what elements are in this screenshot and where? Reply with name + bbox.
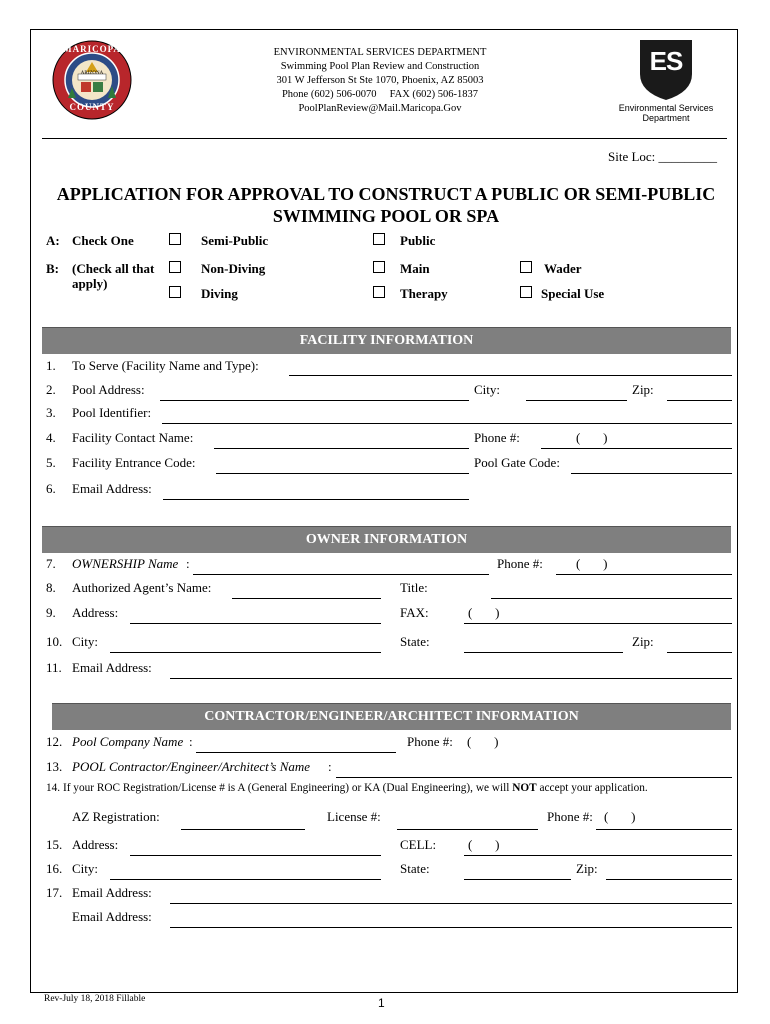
owner-city-input[interactable] xyxy=(110,652,381,653)
contractor-state-label: State: xyxy=(400,861,430,876)
agent-title-input[interactable] xyxy=(491,598,732,599)
contractor-colon: : xyxy=(328,759,332,774)
es-logo-text: ES xyxy=(649,46,683,76)
roc-notice-text: If your ROC Registration/License # is A (General Engineering) or KA (Dual Engineering), we will xyxy=(62,782,513,794)
diving-label: Diving xyxy=(201,286,238,301)
facility-name-input[interactable] xyxy=(289,375,732,376)
contractor-email-label: Email Address: xyxy=(72,885,152,900)
therapy-checkbox[interactable] xyxy=(373,286,385,298)
company-phone-paren: ( ) xyxy=(467,734,499,749)
owner-email-label: Email Address: xyxy=(72,660,152,675)
contractor-name-input[interactable] xyxy=(336,777,732,778)
contractor-city-input[interactable] xyxy=(110,879,381,880)
item-number: 17. xyxy=(46,885,63,900)
facility-zip-label: Zip: xyxy=(632,382,654,397)
facility-city-label: City: xyxy=(474,382,501,397)
es-logo xyxy=(608,36,724,128)
facility-phone-paren: ( ) xyxy=(576,430,608,445)
check-a-text: Check One xyxy=(72,233,134,248)
owner-fax-paren: ( ) xyxy=(468,605,500,620)
facility-contact-input[interactable] xyxy=(214,448,469,449)
page-frame xyxy=(30,29,738,993)
pool-identifier-input[interactable] xyxy=(162,423,732,424)
pool-identifier-label: Pool Identifier: xyxy=(72,405,152,420)
item-number: 10. xyxy=(46,634,63,649)
owner-fax-label: FAX: xyxy=(400,605,429,620)
az-registration-label: AZ Registration: xyxy=(72,809,160,824)
item-number: 13. xyxy=(46,759,63,774)
item-number: 9. xyxy=(46,605,56,620)
contractor-name-label: POOL Contractor/Engineer/Architect’s Name xyxy=(72,759,311,774)
item-number: 6. xyxy=(46,481,56,496)
owner-phone-paren: ( ) xyxy=(576,556,608,571)
roc-notice-end: accept your application. xyxy=(536,782,648,794)
license-input[interactable] xyxy=(397,829,538,830)
item-number: 16. xyxy=(46,861,63,876)
special-use-checkbox[interactable] xyxy=(520,286,532,298)
license-label: License #: xyxy=(327,809,381,824)
facility-name-label: To Serve (Facility Name and Type): xyxy=(72,358,259,373)
contractor-zip-label: Zip: xyxy=(576,861,598,876)
owner-address-input[interactable] xyxy=(130,623,381,624)
owner-email-input[interactable] xyxy=(170,678,732,679)
ownership-name-input[interactable] xyxy=(193,574,489,575)
contractor-email-2-label: Email Address: xyxy=(72,909,152,924)
item-number: 1. xyxy=(46,358,56,373)
entrance-code-label: Facility Entrance Code: xyxy=(72,455,196,470)
cell-paren: ( ) xyxy=(468,837,500,852)
contractor-section-header: CONTRACTOR/ENGINEER/ARCHITECT INFORMATION xyxy=(52,703,731,730)
facility-section-header: FACILITY INFORMATION xyxy=(42,327,731,354)
form-title-line-2: SWIMMING POOL OR SPA xyxy=(272,206,500,226)
roc-notice xyxy=(46,782,648,794)
department-name: ENVIRONMENTAL SERVICES DEPARTMENT xyxy=(273,47,487,58)
item-number: 12. xyxy=(46,734,63,749)
contractor-email-input[interactable] xyxy=(170,903,732,904)
wader-checkbox[interactable] xyxy=(520,261,532,273)
owner-city-label: City: xyxy=(72,634,99,649)
pool-company-label: Pool Company Name xyxy=(72,734,184,749)
owner-zip-input[interactable] xyxy=(667,652,732,653)
seal-top-text: MARICOPA xyxy=(63,44,121,54)
seal-banner-text: ARIZONA xyxy=(80,71,104,76)
agent-title-label: Title: xyxy=(400,580,428,595)
check-a-label: A: xyxy=(46,233,60,248)
header-divider xyxy=(42,138,727,139)
contractor-address-label: Address: xyxy=(72,837,119,852)
therapy-label: Therapy xyxy=(400,286,448,301)
facility-email-label: Email Address: xyxy=(72,481,152,496)
owner-phone-label: Phone #: xyxy=(497,556,543,571)
owner-fax-input[interactable] xyxy=(464,623,732,624)
item-number: 11. xyxy=(46,660,62,675)
entrance-code-input[interactable] xyxy=(216,473,469,474)
contractor-address-input[interactable] xyxy=(130,855,381,856)
owner-phone-input[interactable] xyxy=(556,574,732,575)
public-checkbox[interactable] xyxy=(373,233,385,245)
company-phone-label: Phone #: xyxy=(407,734,453,749)
contractor-state-input[interactable] xyxy=(464,879,571,880)
non-diving-label: Non-Diving xyxy=(201,261,266,276)
item-number: 7. xyxy=(46,556,56,571)
special-use-label: Special Use xyxy=(541,286,605,301)
facility-zip-input[interactable] xyxy=(667,400,732,401)
es-logo-caption-2: Department xyxy=(642,113,690,123)
seal-bottom-text: COUNTY xyxy=(69,102,115,112)
item-number: 8. xyxy=(46,580,56,595)
agent-name-input[interactable] xyxy=(232,598,381,599)
contractor-email-2-input[interactable] xyxy=(170,927,732,928)
department-header xyxy=(230,46,530,116)
item-number: 5. xyxy=(46,455,56,470)
pool-address-label: Pool Address: xyxy=(72,382,145,397)
department-subtitle: Swimming Pool Plan Review and Construction xyxy=(280,61,480,72)
pool-company-input[interactable] xyxy=(196,752,396,753)
item-number: 2. xyxy=(46,382,56,397)
item-number: 4. xyxy=(46,430,56,445)
gate-code-input[interactable] xyxy=(571,473,732,474)
contractor-city-label: City: xyxy=(72,861,99,876)
pool-address-input[interactable] xyxy=(160,400,469,401)
contractor-zip-input[interactable] xyxy=(606,879,732,880)
contractor-phone-label: Phone #: xyxy=(547,809,593,824)
check-b-text-2: apply) xyxy=(72,276,108,291)
item-number: 3. xyxy=(46,405,56,420)
gate-code-label: Pool Gate Code: xyxy=(474,455,560,470)
ownership-name-label: OWNERSHIP Name xyxy=(72,556,179,571)
contractor-phone-paren: ( ) xyxy=(604,809,636,824)
department-phone-fax: Phone (602) 506-0070 FAX (602) 506-1837 xyxy=(281,89,479,100)
check-b-label: B: xyxy=(46,261,59,276)
item-number: 15. xyxy=(46,837,63,852)
owner-state-label: State: xyxy=(400,634,430,649)
owner-zip-label: Zip: xyxy=(632,634,654,649)
form-title-line-1: APPLICATION FOR APPROVAL TO CONSTRUCT A PUBLIC OR SEMI-PUBLIC xyxy=(56,184,716,204)
facility-phone-label: Phone #: xyxy=(474,430,520,445)
cell-label: CELL: xyxy=(400,837,437,852)
revision-date: Rev-July 18, 2018 Fillable xyxy=(44,994,146,1004)
facility-phone-input[interactable] xyxy=(541,448,732,449)
semi-public-label: Semi-Public xyxy=(201,233,269,248)
semi-public-checkbox[interactable] xyxy=(169,233,181,245)
item-number: 14. xyxy=(46,782,61,794)
es-logo-caption-1: Environmental Services xyxy=(618,103,714,113)
non-diving-checkbox[interactable] xyxy=(169,261,181,273)
facility-contact-label: Facility Contact Name: xyxy=(72,430,194,445)
main-label: Main xyxy=(400,261,430,276)
department-email: PoolPlanReview@Mail.Maricopa.Gov xyxy=(298,103,462,114)
owner-state-input[interactable] xyxy=(464,652,623,653)
site-loc-field[interactable]: Site Loc: _________ xyxy=(608,149,718,164)
public-label: Public xyxy=(400,233,436,248)
department-address: 301 W Jefferson St Ste 1070, Phoenix, AZ 85003 xyxy=(276,75,484,86)
main-checkbox[interactable] xyxy=(373,261,385,273)
facility-email-input[interactable] xyxy=(163,499,469,500)
agent-name-label: Authorized Agent’s Name: xyxy=(72,580,212,595)
ownership-colon: : xyxy=(186,556,190,571)
cell-input[interactable] xyxy=(464,855,732,856)
facility-city-input[interactable] xyxy=(526,400,627,401)
pool-company-colon: : xyxy=(189,734,193,749)
check-b-text-1: (Check all that xyxy=(72,261,155,276)
roc-notice-not: NOT xyxy=(512,782,537,794)
page-number: 1 xyxy=(378,996,385,1010)
contractor-phone-input[interactable] xyxy=(596,829,732,830)
az-registration-input[interactable] xyxy=(181,829,305,830)
owner-section-header: OWNER INFORMATION xyxy=(42,526,731,553)
diving-checkbox[interactable] xyxy=(169,286,181,298)
owner-address-label: Address: xyxy=(72,605,119,620)
wader-label: Wader xyxy=(544,261,582,276)
